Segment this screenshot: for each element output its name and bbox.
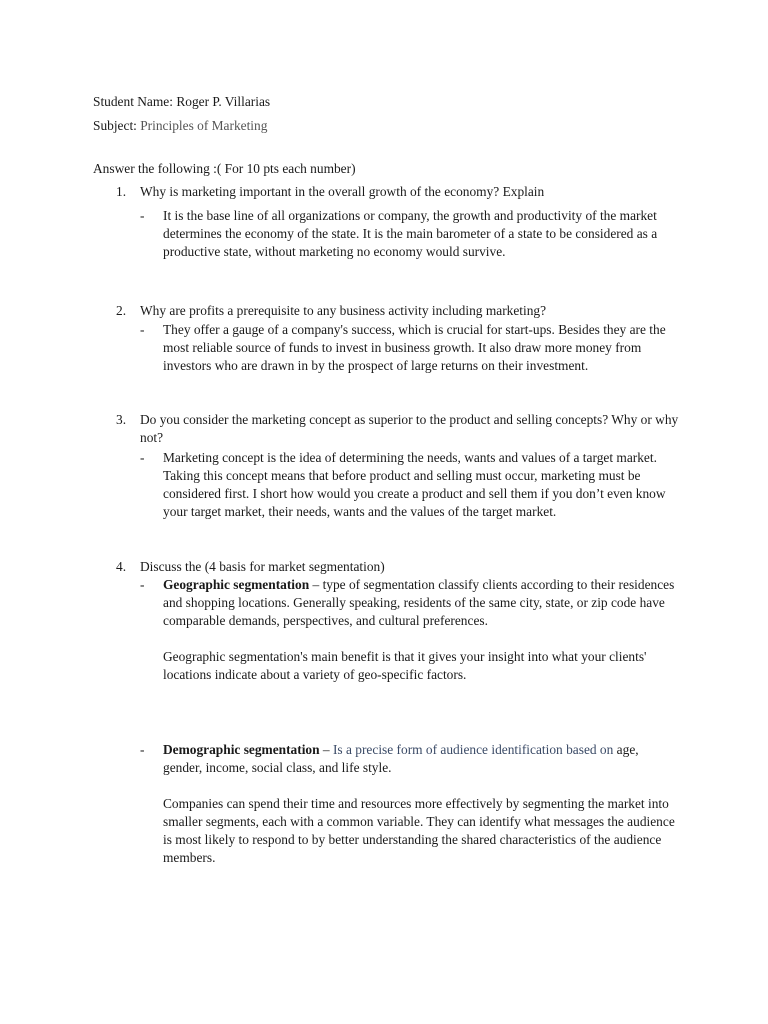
answer-2 bbox=[140, 321, 680, 375]
segment-def-text: type of segmentation classify clients according to their residences and shopping locations. Generally speaking, residents of the same city, state, or zip code have comparable demands, perspectives, and cultural preferences. bbox=[163, 577, 675, 628]
answer-text: They offer a gauge of a company's success, which is crucial for start-ups. Besides they are the most reliable source of funds to invest in business growth. It also draw more money from investors who are drawn in by the prospect of large returns on their investment. bbox=[163, 322, 666, 373]
segment-separator: – bbox=[309, 577, 323, 592]
bullet-dash: - bbox=[140, 208, 145, 223]
segment-title: Geographic segmentation bbox=[163, 577, 310, 592]
question-4 bbox=[116, 558, 696, 576]
segment-def-highlight: Is a precise form of audience identification based on bbox=[332, 742, 614, 757]
student-name-line bbox=[93, 93, 270, 111]
answer-text: Marketing concept is the idea of determining the needs, wants and values of a target market. Taking this concept means that before product and selling must occur, marketing must be considered first. I short how would you create a product and sell them if you don’t even know your target market, their needs, wants and the values of the target market. bbox=[163, 450, 666, 519]
question-number: 3. bbox=[116, 412, 127, 427]
question-text: Do you consider the marketing concept as superior to the product and selling concepts? Why or why not? bbox=[140, 412, 679, 445]
instructions: Answer the following :( For 10 pts each number) bbox=[93, 161, 356, 176]
answer-1 bbox=[140, 207, 680, 261]
subject-label: Subject: bbox=[93, 118, 141, 133]
segment-title: Demographic segmentation bbox=[163, 742, 320, 757]
segment-geographic bbox=[140, 576, 680, 684]
subject-value: Principles of Marketing bbox=[140, 118, 268, 133]
question-3 bbox=[116, 411, 696, 447]
question-2 bbox=[116, 302, 696, 320]
segment-demographic bbox=[140, 741, 680, 867]
bullet-dash: - bbox=[140, 577, 145, 592]
answer-3 bbox=[140, 449, 680, 521]
segment-definition bbox=[163, 576, 680, 630]
question-number: 1. bbox=[116, 184, 127, 199]
segment-extra: Geographic segmentation's main benefit is that it gives your insight into what your clients' locations indicate about a variety of geo-specific factors. bbox=[163, 649, 647, 682]
question-1 bbox=[116, 183, 696, 201]
question-text: Why are profits a prerequisite to any business activity including marketing? bbox=[140, 303, 547, 318]
segment-definition bbox=[163, 741, 680, 777]
question-text: Discuss the (4 basis for market segmentation) bbox=[140, 559, 385, 574]
bullet-dash: - bbox=[140, 742, 145, 757]
question-number: 2. bbox=[116, 303, 127, 318]
subject-line bbox=[93, 117, 267, 135]
bullet-dash: - bbox=[140, 450, 145, 465]
answer-text: It is the base line of all organizations or company, the growth and productivity of the market determines the economy of the state. It is the main barometer of a state to be considered as a productive state, without marketing no economy would survive. bbox=[163, 208, 658, 259]
question-text: Why is marketing important in the overall growth of the economy? Explain bbox=[140, 184, 545, 199]
bullet-dash: - bbox=[140, 322, 145, 337]
segment-def-text: age, gender, income, social class, and life style. bbox=[163, 742, 639, 775]
question-number: 4. bbox=[116, 559, 127, 574]
segment-separator: – bbox=[319, 742, 333, 757]
segment-extra: Companies can spend their time and resources more effectively by segmenting the market into smaller segments, each with a common variable. They can identify what messages the audience is most likely to respond to by better understanding the shared characteristics of the audience members. bbox=[163, 796, 675, 865]
student-name-value: Roger P. Villarias bbox=[176, 94, 271, 109]
student-name-label: Student Name: bbox=[93, 94, 177, 109]
